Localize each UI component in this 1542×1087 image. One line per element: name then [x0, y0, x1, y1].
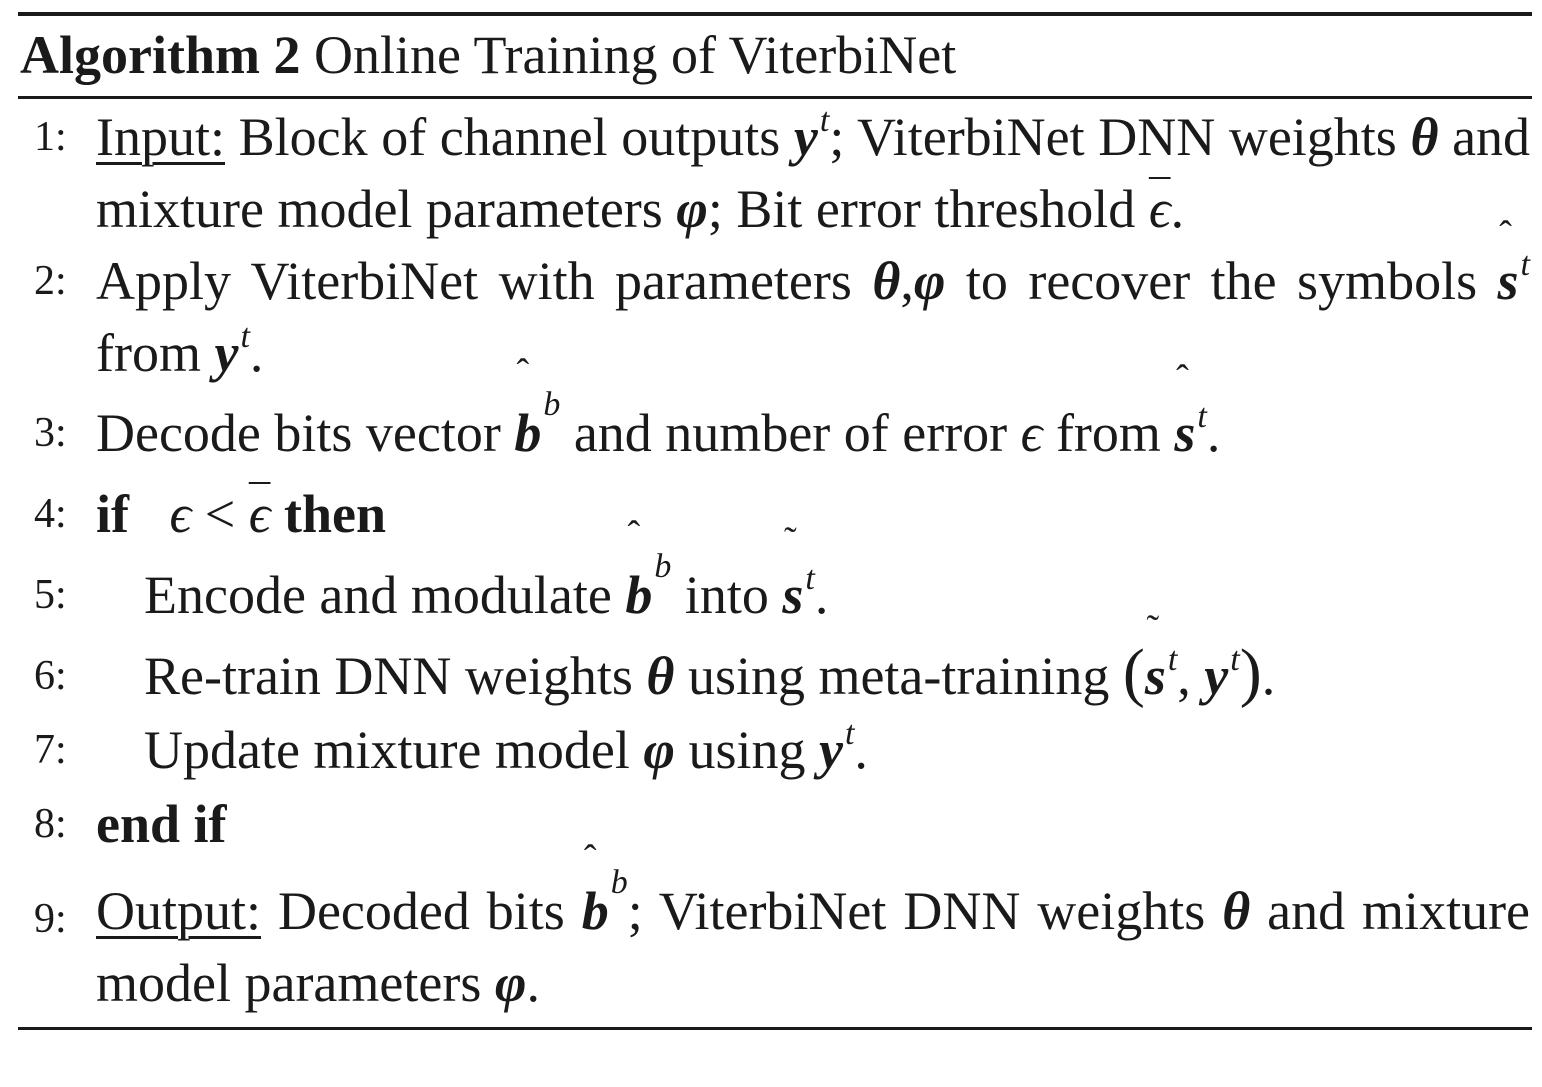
line-text: ; Bit error threshold [707, 179, 1136, 239]
math-b-hat [625, 514, 653, 639]
line-text: and number of error [573, 403, 1008, 463]
math-phi: φ [676, 179, 708, 239]
hat-accent: ˆ [1176, 358, 1189, 400]
line-text: Decode bits vector [96, 403, 501, 463]
math-phi: φ [643, 720, 675, 780]
math-s-hat [1174, 358, 1196, 477]
math-superscript-t: t [819, 102, 830, 139]
algorithm-line-2 [18, 214, 1532, 389]
hat-accent: ˆ [583, 838, 597, 880]
math-y: y [793, 107, 818, 167]
math-epsilon-bar: $\overline{\epsilon}$ [248, 484, 271, 544]
math-less-than: < [204, 484, 236, 544]
end-if-keyword: end if [96, 794, 227, 854]
line-end: . [814, 565, 829, 625]
math-s: s [782, 565, 804, 625]
line-text: using meta-training [687, 646, 1110, 706]
line-number: 3: [34, 410, 67, 456]
line-end: . [1261, 646, 1276, 706]
hat-accent: ˆ [1499, 214, 1512, 256]
line-text: using [688, 720, 806, 780]
math-phi: φ [913, 251, 946, 311]
math-superscript-t: t [1167, 641, 1178, 678]
math-superscript-t: t [1520, 246, 1530, 283]
line-text: ; ViterbiNet DNN weights [627, 881, 1206, 941]
line-text: Apply ViterbiNet with parameters [96, 251, 852, 311]
algorithm-label: Algorithm 2 [20, 25, 301, 85]
line-end: . [526, 953, 540, 1013]
line-text: into [684, 565, 769, 625]
math-theta: θ [872, 251, 901, 311]
algorithm-title: Online Training of ViterbiNet [313, 25, 957, 85]
math-epsilon: ϵ [1020, 403, 1043, 463]
line-text: Encode and modulate [144, 565, 612, 625]
line-text: Update mixture model [144, 720, 630, 780]
line-number: 1: [34, 114, 67, 160]
line-number: 9: [34, 896, 67, 942]
line-text: from [1055, 403, 1161, 463]
math-s-hat [1497, 214, 1519, 317]
hat-accent: ˆ [627, 514, 641, 556]
algorithm-line-7 [18, 713, 1532, 787]
math-s: s [1174, 403, 1196, 463]
algorithm-line-9 [18, 838, 1532, 1019]
math-y: y [1204, 646, 1229, 706]
math-b: b [581, 881, 609, 941]
line-text: to recover the symbols [965, 251, 1478, 311]
math-epsilon-bar: $\overline{\epsilon}$ [1148, 179, 1171, 239]
algorithm-line-8 [18, 787, 1532, 861]
math-s-tilde [782, 520, 804, 639]
math-theta: θ [646, 646, 675, 706]
math-s-tilde [1144, 608, 1166, 713]
line-text: ; ViterbiNet DNN weights [829, 107, 1397, 167]
bottom-rule [18, 1027, 1532, 1030]
math-phi: φ [494, 953, 527, 1013]
line-number: 8: [34, 801, 67, 847]
math-b-hat [514, 352, 542, 477]
line-number: 2: [34, 258, 67, 304]
line-end: . [249, 323, 264, 383]
math-b: b [625, 565, 653, 625]
math-epsilon: ϵ [169, 484, 192, 544]
line-number: 7: [34, 727, 67, 773]
math-superscript-t: t [805, 560, 815, 597]
algorithm-caption [18, 16, 1532, 96]
line-end: . [854, 720, 868, 780]
math-paren-close: ) [1239, 636, 1262, 709]
algorithm-line-3 [18, 352, 1532, 477]
math-comma: , [1177, 646, 1191, 706]
math-superscript-t: t [1230, 641, 1240, 678]
math-superscript-b: b [610, 864, 628, 901]
line-text: and mixture model parameters [96, 107, 1531, 239]
line-text: and mixture model parameters [96, 881, 1531, 1013]
math-superscript-t: t [844, 715, 855, 752]
math-superscript-t: t [1197, 398, 1207, 435]
line-number: 5: [34, 572, 67, 618]
math-paren-open: ( [1122, 636, 1145, 709]
line-text: from [96, 323, 201, 383]
math-superscript-t: t [240, 318, 250, 355]
math-superscript-b: b [654, 548, 672, 585]
math-comma: , [900, 251, 914, 311]
math-b: b [514, 403, 542, 463]
line-end: . [1206, 403, 1221, 463]
hat-accent: ˆ [516, 352, 530, 394]
tilde-accent: ˜ [784, 520, 797, 562]
math-theta: θ [1222, 881, 1251, 941]
algorithm-lines [18, 99, 1532, 1027]
then-keyword: then [284, 484, 387, 544]
line-text: Block of channel outputs [238, 107, 781, 167]
line-text: Re-train DNN weights [144, 646, 633, 706]
algorithm-line-1 [18, 101, 1532, 245]
math-s: s [1497, 251, 1519, 311]
line-number: 6: [34, 653, 67, 699]
math-y: y [214, 323, 239, 383]
line-number: 4: [34, 491, 67, 537]
line-end: . [1170, 179, 1185, 239]
input-keyword: Input: [96, 107, 225, 167]
math-y: y [819, 720, 843, 780]
tilde-accent: ˜ [1146, 608, 1160, 650]
math-s: s [1144, 646, 1166, 706]
algorithm-block [18, 12, 1532, 1030]
if-keyword: if [96, 484, 129, 544]
output-keyword: Output: [96, 881, 262, 941]
math-b-hat [581, 838, 609, 947]
math-superscript-b: b [543, 386, 561, 423]
algorithm-line-4 [18, 477, 1532, 551]
line-text: Decoded bits [277, 881, 565, 941]
math-theta: θ [1410, 107, 1439, 167]
algorithm-line-6 [18, 608, 1532, 713]
